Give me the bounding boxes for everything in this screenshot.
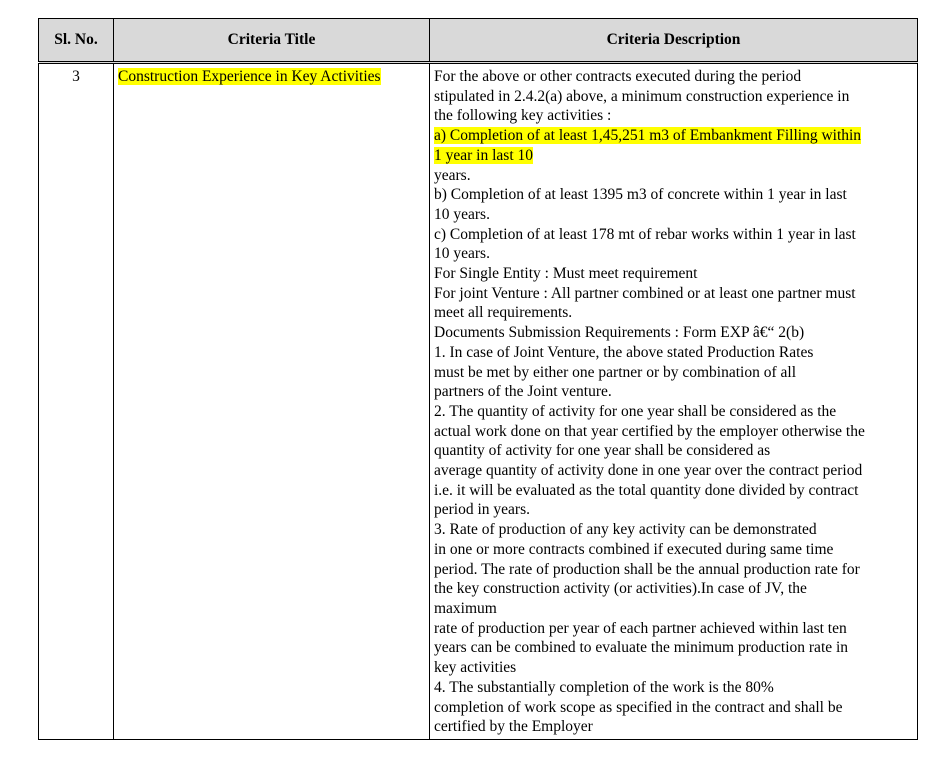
description-line: Documents Submission Requirements : Form EXP â€“ 2(b): [434, 324, 805, 342]
cell-criteria-title: [114, 63, 430, 740]
criteria-title-text: Construction Experience in Key Activities: [118, 68, 381, 85]
description-line: in one or more contracts combined if executed during same time: [434, 540, 834, 558]
description-line: years can be combined to evaluate the minimum production rate in: [434, 639, 849, 657]
description-line: 3. Rate of production of any key activity can be demonstrated: [434, 521, 817, 539]
description-line-highlighted: [434, 146, 913, 166]
header-criteria-title: Criteria Title: [114, 19, 430, 63]
header-sl-no: Sl. No.: [39, 19, 114, 63]
description-line-highlighted: [434, 126, 913, 146]
description-line: completion of work scope as specified in the contract and shall be: [434, 698, 843, 716]
cell-sl-no: 3: [39, 63, 114, 740]
description-line: years.: [434, 166, 471, 184]
description-line: c) Completion of at least 178 mt of rebar works within 1 year in last: [434, 225, 856, 243]
description-line: must be met by either one partner or by combination of all: [434, 363, 796, 381]
description-line: For Single Entity : Must meet requirement: [434, 265, 698, 283]
description-line: key activities: [434, 659, 517, 677]
description-line: 10 years.: [434, 205, 490, 223]
description-line: b) Completion of at least 1395 m3 of concrete within 1 year in last: [434, 186, 847, 204]
description-line: quantity of activity for one year shall be considered as: [434, 442, 771, 460]
description-line: maximum: [434, 599, 497, 617]
description-line: meet all requirements.: [434, 304, 573, 322]
description-line: For joint Venture : All partner combined or at least one partner must: [434, 284, 856, 302]
criteria-table: [38, 18, 918, 740]
highlighted-text: 1 year in last 10: [434, 146, 534, 164]
description-line: i.e. it will be evaluated as the total quantity done divided by contract: [434, 481, 859, 499]
header-criteria-description: Criteria Description: [430, 19, 918, 63]
description-line: the following key activities :: [434, 107, 612, 125]
highlighted-text: a) Completion of at least 1,45,251 m3 of Embankment Filling within: [434, 127, 862, 145]
description-line: For the above or other contracts executed during the period: [434, 68, 802, 85]
description-line: 10 years.: [434, 245, 490, 263]
table-row: [39, 63, 918, 740]
description-line: average quantity of activity done in one year over the contract period: [434, 462, 863, 480]
description-line: period. The rate of production shall be the annual production rate for: [434, 560, 860, 578]
cell-criteria-description: [430, 63, 918, 740]
description-line: the key construction activity (or activities).In case of JV, the: [434, 580, 807, 598]
description-line: stipulated in 2.4.2(a) above, a minimum construction experience in: [434, 87, 850, 105]
description-line: 4. The substantially completion of the work is the 80%: [434, 678, 774, 696]
description-line: actual work done on that year certified by the employer otherwise the: [434, 422, 865, 440]
table-header-row: [39, 19, 918, 63]
description-line: certified by the Employer: [434, 718, 593, 736]
description-line: 2. The quantity of activity for one year shall be considered as the: [434, 402, 837, 420]
description-line: 1. In case of Joint Venture, the above stated Production Rates: [434, 343, 814, 361]
description-line: rate of production per year of each partner achieved within last ten: [434, 619, 847, 637]
description-line: period in years.: [434, 501, 530, 519]
description-line: partners of the Joint venture.: [434, 383, 612, 401]
